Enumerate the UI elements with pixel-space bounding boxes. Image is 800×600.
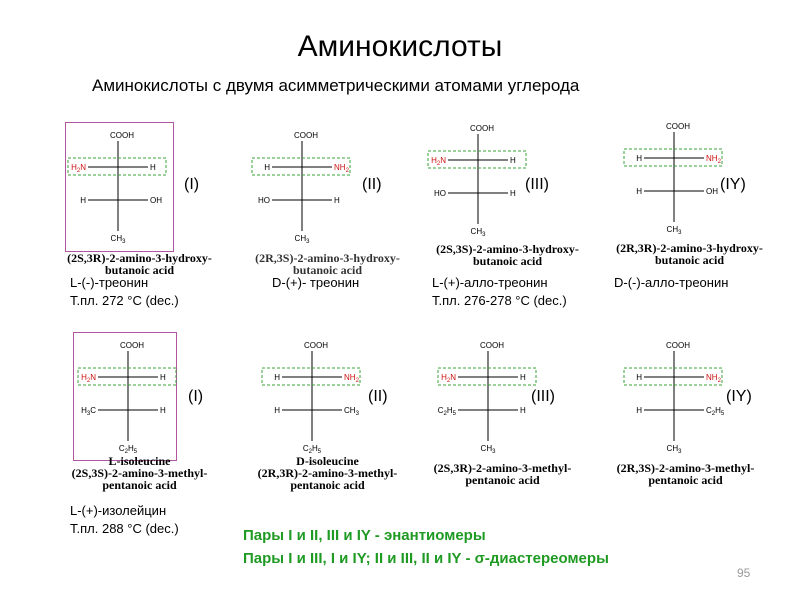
substituent-c3-left: HO [434, 189, 446, 198]
isomer-numeral: (IY) [720, 176, 746, 193]
fischer-projection [428, 120, 528, 238]
carboxyl-group: COOH [120, 341, 144, 350]
substituent-c2-right: $NH_2$ [706, 373, 721, 384]
substituent-c2-left: $H_2N$ [441, 373, 456, 384]
compound-name: L-(-)-треонин [70, 275, 149, 290]
terminal-group: $C_2H_5$ [118, 444, 138, 455]
fischer-projection [624, 118, 724, 236]
iupac-name: D-isoleucine (2R,3R)-2-amino-3-methyl- pentanoic acid [257, 454, 398, 492]
page-title: Аминокислоты [297, 30, 503, 63]
fischer-projection [438, 337, 538, 455]
fischer-projection [78, 337, 178, 455]
iupac-name: (2R,3S)-2-amino-3-methyl- pentanoic acid [616, 461, 755, 487]
enantiomers-statement: Пары I и II, III и IY - энантиомеры [243, 527, 486, 544]
iupac-name: (2R,3S)-2-amino-3-hydroxy- butanoic acid [255, 251, 400, 277]
iupac-name: L-isoleucine (2S,3S)-2-amino-3-methyl- pentanoic acid [71, 454, 208, 492]
substituent-c2-right: H [160, 373, 166, 382]
substituent-c2-left: $H_2N$ [71, 163, 86, 174]
fischer-projection [68, 127, 168, 245]
terminal-group: $C_2H_5$ [302, 444, 322, 455]
substituent-c3-left: H [80, 196, 86, 205]
substituent-c3-left: H [636, 187, 642, 196]
fischer-svg [78, 337, 178, 455]
fischer-projection [624, 337, 724, 455]
isomer-numeral: (I) [184, 176, 200, 193]
substituent-c3-left: $C_2H_5$ [437, 406, 456, 417]
terminal-group: $CH_3$ [294, 234, 310, 245]
compound-name: L-(+)-изолейцин [70, 503, 167, 518]
substituent-c2-right: H [520, 373, 526, 382]
iupac-name: (2R,3R)-2-amino-3-hydroxy- butanoic acid [616, 241, 763, 267]
compound-label [614, 274, 728, 292]
substituent-c3-left: $H_3C$ [81, 406, 96, 417]
terminal-group: $CH_3$ [470, 227, 486, 238]
melting-point: Т.пл. 288 °С (dec.) [70, 521, 179, 536]
substituent-c2-right: H [510, 156, 516, 165]
substituent-c2-left: H [264, 163, 270, 172]
melting-point: Т.пл. 276-278 °С (dec.) [432, 293, 567, 308]
iupac-name: (2S,3R)-2-amino-3-hydroxy- butanoic acid [67, 251, 212, 277]
carboxyl-group: COOH [666, 122, 690, 131]
substituent-c3-right: OH [150, 196, 162, 205]
isomer-numeral: (III) [525, 176, 549, 193]
fischer-svg [262, 337, 362, 455]
iupac-name: (2S,3R)-2-amino-3-methyl- pentanoic acid [433, 461, 572, 487]
terminal-group: $CH_3$ [110, 234, 126, 245]
substituent-c3-right: H [160, 406, 166, 415]
compound-label [272, 274, 359, 292]
melting-point: Т.пл. 272 °С (dec.) [70, 293, 179, 308]
isomer-numeral: (II) [368, 388, 388, 405]
compound-name: D-(+)- треонин [272, 275, 360, 290]
substituent-c3-right: H [520, 406, 526, 415]
substituent-c2-left: H [274, 373, 280, 382]
carboxyl-group: COOH [294, 131, 318, 140]
compound-label [432, 274, 567, 310]
compound-name: D-(-)-алло-треонин [614, 275, 729, 290]
terminal-group: $CH_3$ [666, 225, 682, 236]
iupac-name: (2S,3S)-2-amino-3-hydroxy- butanoic acid [436, 242, 579, 268]
substituent-c2-left: $H_2N$ [81, 373, 96, 384]
carboxyl-group: COOH [110, 131, 134, 140]
page-number: 95 [737, 566, 751, 580]
fischer-svg [252, 127, 352, 245]
fischer-projection [262, 337, 362, 455]
substituent-c3-left: H [636, 406, 642, 415]
substituent-c2-right: H [150, 163, 156, 172]
substituent-c3-right: $CH_3$ [344, 406, 359, 417]
isomer-numeral: (IY) [726, 388, 752, 405]
substituent-c2-left: H [636, 154, 642, 163]
carboxyl-group: COOH [666, 341, 690, 350]
isomer-numeral: (I) [188, 388, 204, 405]
fischer-projection [252, 127, 352, 245]
compound-name: L-(+)-алло-треонин [432, 275, 548, 290]
compound-label [70, 502, 179, 538]
terminal-group: $CH_3$ [480, 444, 496, 455]
substituent-c2-right: $NH_2$ [334, 163, 349, 174]
conclusion-text [243, 524, 609, 570]
carboxyl-group: COOH [480, 341, 504, 350]
fischer-svg [428, 120, 528, 238]
fischer-svg [68, 127, 168, 245]
substituent-c3-right: H [334, 196, 340, 205]
page-subtitle: Аминокислоты с двумя асимметрическими атомами углерода [92, 76, 580, 95]
isomer-numeral: (II) [362, 176, 382, 193]
substituent-c3-left: H [274, 406, 280, 415]
compound-label [70, 274, 179, 310]
carboxyl-group: COOH [470, 124, 494, 133]
substituent-c2-right: $NH_2$ [344, 373, 359, 384]
substituent-c3-right: H [510, 189, 516, 198]
carboxyl-group: COOH [304, 341, 328, 350]
substituent-c3-left: HO [258, 196, 270, 205]
diastereomers-statement: Пары I и III, I и IY; II и III, II и IY - σ-диастереомеры [243, 550, 609, 567]
isomer-numeral: (III) [531, 388, 555, 405]
fischer-svg [624, 118, 724, 236]
substituent-c3-right: $C_2H_5$ [706, 406, 725, 417]
substituent-c2-left: H [636, 373, 642, 382]
substituent-c3-right: OH [706, 187, 718, 196]
fischer-svg [438, 337, 538, 455]
terminal-group: $CH_3$ [666, 444, 682, 455]
substituent-c2-right: $NH_2$ [706, 154, 721, 165]
fischer-svg [624, 337, 724, 455]
substituent-c2-left: $H_2N$ [431, 156, 446, 167]
